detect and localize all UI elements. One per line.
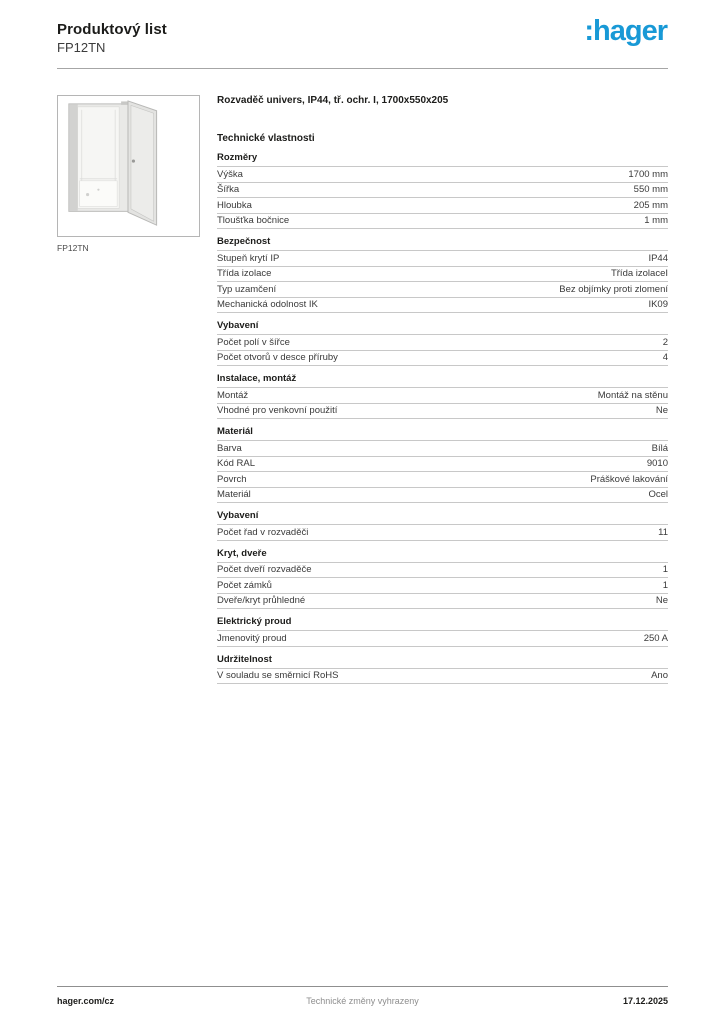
section-header: Bezpečnost (217, 237, 668, 251)
hager-logo: :hager (584, 15, 667, 47)
spec-row (217, 198, 668, 214)
spec-section (217, 321, 668, 366)
spec-value: IP44 (648, 252, 668, 264)
section-header: Vybavení (217, 321, 668, 335)
spec-row (217, 282, 668, 298)
spec-section (217, 549, 668, 610)
spec-row (217, 388, 668, 404)
spec-label: Počet zámků (217, 579, 272, 591)
section-header: Vybavení (217, 511, 668, 525)
section-header: Materiál (217, 427, 668, 441)
spec-value: Práškové lakování (590, 473, 668, 485)
spec-label: Výška (217, 168, 243, 180)
spec-row (217, 472, 668, 488)
spec-row (217, 631, 668, 647)
header-divider (57, 68, 668, 69)
section-header: Instalace, montáž (217, 374, 668, 388)
cabinet-illustration (58, 96, 199, 236)
product-description: Rozvaděč univers, IP44, tř. ochr. I, 1700x550x205 (217, 95, 449, 106)
spec-section (217, 617, 668, 647)
spec-label: Povrch (217, 473, 247, 485)
section-header: Kryt, dveře (217, 549, 668, 563)
spec-label: Tloušťka bočnice (217, 215, 290, 227)
spec-value: Montáž na stěnu (597, 389, 668, 401)
spec-label: V souladu se směrnicí RoHS (217, 670, 339, 682)
spec-value: 4 (662, 352, 668, 364)
spec-label: Jmenovitý proud (217, 632, 287, 644)
spec-value: 11 (658, 526, 668, 538)
spec-content (217, 95, 668, 684)
spec-label: Počet polí v šířce (217, 336, 290, 348)
spec-row (217, 167, 668, 183)
spec-row (217, 351, 668, 367)
spec-row (217, 563, 668, 579)
section-header: Elektrický proud (217, 617, 668, 631)
spec-label: Dveře/kryt průhledné (217, 595, 306, 607)
spec-label: Materiál (217, 489, 251, 501)
spec-label: Počet dveří rozvaděče (217, 564, 312, 576)
tech-properties-title: Technické vlastnosti (217, 133, 315, 144)
spec-section (217, 153, 668, 229)
spec-label: Hloubka (217, 199, 252, 211)
footer-website: hager.com/cz (57, 996, 115, 1006)
spec-row (217, 525, 668, 541)
spec-row (217, 267, 668, 283)
spec-value: 1 (662, 564, 668, 576)
spec-label: Kód RAL (217, 458, 256, 470)
spec-value: 1 (662, 579, 668, 591)
spec-section (217, 374, 668, 419)
spec-row (217, 578, 668, 594)
spec-value: 250 A (643, 632, 668, 644)
section-header: Udržitelnost (217, 655, 668, 669)
page-title: Produktový list (57, 21, 167, 38)
spec-row (217, 335, 668, 351)
spec-label: Stupeň krytí IP (217, 252, 280, 264)
section-header: Rozměry (217, 153, 668, 167)
spec-label: Mechanická odolnost IK (217, 299, 318, 311)
spec-label: Vhodné pro venkovní použití (217, 405, 338, 417)
spec-value: 1700 mm (628, 168, 668, 180)
spec-value: Ocel (648, 489, 668, 501)
spec-sections (217, 153, 668, 684)
spec-row (217, 441, 668, 457)
spec-label: Barva (217, 442, 242, 454)
spec-row (217, 298, 668, 314)
spec-value: 2 (662, 336, 668, 348)
spec-row (217, 669, 668, 685)
spec-section (217, 237, 668, 313)
product-code: FP12TN (57, 40, 106, 55)
spec-row (217, 214, 668, 230)
spec-row (217, 594, 668, 610)
spec-row (217, 183, 668, 199)
spec-value: IK09 (648, 299, 668, 311)
spec-section (217, 511, 668, 541)
spec-row (217, 251, 668, 267)
footer-note: Technické změny vyhrazeny (306, 996, 419, 1006)
spec-value: Bez objímky proti zlomení (559, 283, 668, 295)
product-image-caption: FP12TN (57, 243, 89, 253)
footer-divider (57, 986, 668, 987)
spec-value: Ano (651, 670, 668, 682)
page-header (57, 21, 167, 56)
spec-row (217, 457, 668, 473)
spec-row (217, 488, 668, 504)
spec-value: 9010 (646, 458, 668, 470)
product-image (57, 95, 200, 237)
spec-value: Třída izolaceI (610, 268, 668, 280)
spec-label: Montáž (217, 389, 249, 401)
spec-label: Počet řad v rozvaděči (217, 526, 309, 538)
page-footer (57, 996, 668, 1010)
spec-label: Typ uzamčení (217, 283, 277, 295)
spec-value: Ne (655, 595, 668, 607)
spec-value: Bílá (651, 442, 668, 454)
spec-label: Šířka (217, 184, 240, 196)
spec-label: Počet otvorů v desce příruby (217, 352, 338, 364)
spec-row (217, 404, 668, 420)
spec-value: 550 mm (633, 184, 668, 196)
spec-section (217, 427, 668, 503)
spec-value: 205 mm (633, 199, 668, 211)
spec-value: 1 mm (644, 215, 668, 227)
footer-date: 17.12.2025 (622, 996, 668, 1006)
spec-section (217, 655, 668, 685)
spec-value: Ne (655, 405, 668, 417)
spec-label: Třída izolace (217, 268, 272, 280)
